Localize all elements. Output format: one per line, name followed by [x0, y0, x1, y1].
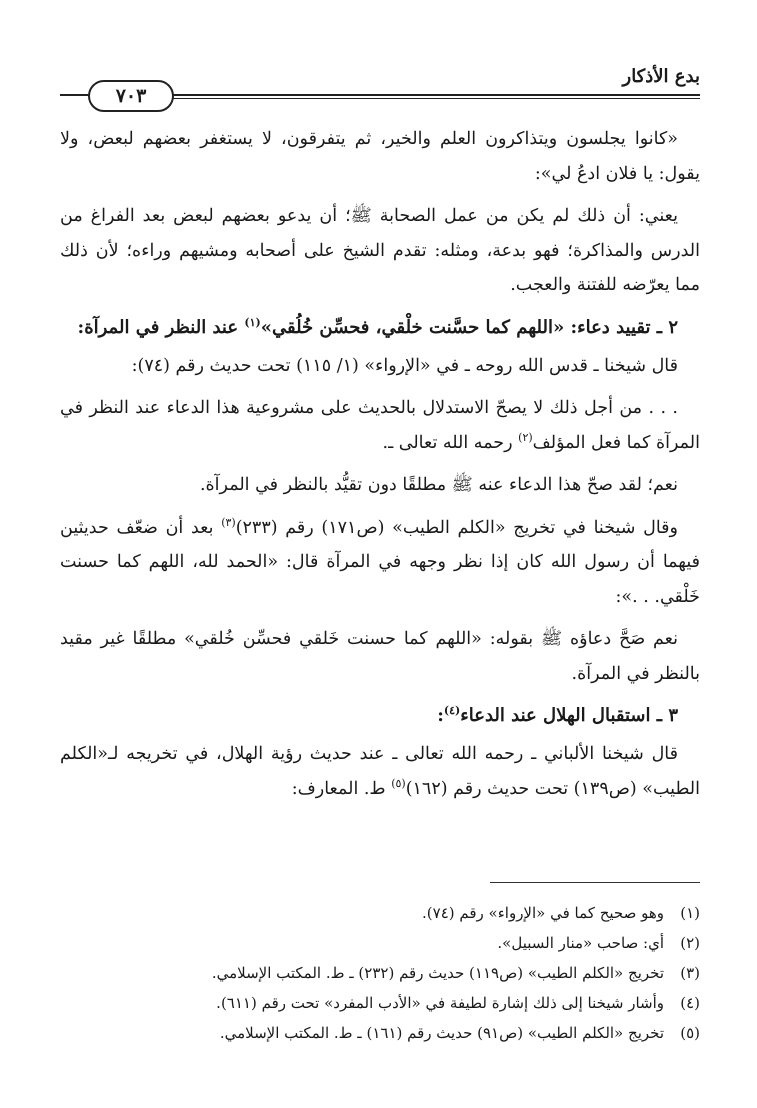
- header-rule-tail: [60, 94, 90, 96]
- footnote-item: [60, 988, 700, 1018]
- paragraph-2: يعني: أن ذلك لم يكن من عمل الصحابة ﷺ؛ أن يدعو بعضهم لبعض بعد الفراغ من الدرس والمذاكرة؛ فهو بدعة، ومثله: تقدم الشيخ على أصحابه ومشيهم وراءه؛ لأن ذلك مما يعرّضه للفتنة والعجب.: [60, 206, 700, 295]
- footnote-text: تخريج «الكلم الطيب» (ص١١٩) حديث رقم (٢٣٢) ـ ط. المكتب الإسلامي.: [211, 964, 664, 982]
- section-heading-3-text: ٣ ـ استقبال الهلال عند الدعاء: [460, 705, 678, 726]
- footnote-number: (٣): [680, 964, 700, 982]
- footnote-ref-2[interactable]: (٢): [518, 430, 533, 444]
- section-heading-3: [60, 699, 700, 733]
- page: [60, 0, 700, 1108]
- footnote-number: (٤): [680, 994, 700, 1012]
- paragraph-6-text: وقال شيخنا في تخريج «الكلم الطيب» (ص١٧١) رقم (٢٣٣): [235, 517, 679, 538]
- footnote-text: وأشار شيخنا إلى ذلك إشارة لطيفة في «الأدب المفرد» تحت رقم (٦١١).: [216, 994, 664, 1012]
- paragraph-7: نعم صَحَّ دعاؤه ﷺ بقوله: «اللهم كما حسنت خَلقي فحسِّن خُلقي» مطلقًا غير مقيد بالنظر في المرآة.: [60, 629, 700, 684]
- footnote-text: أي: صاحب «منار السبيل».: [497, 934, 664, 952]
- footnote-ref-3[interactable]: (٣): [221, 515, 236, 529]
- page-body: [60, 122, 700, 814]
- footnote-number: (٢): [680, 934, 700, 952]
- paragraph-6-tail: بعد أن ضعّف حديثين فيهما أن رسول الله كان إذا نظر وجهه في المرآة قال: «الحمد لله، اللهم كما حسنت خَلْقي. . .»:: [60, 517, 700, 607]
- book-title: بدع الأذكار: [622, 66, 700, 87]
- section-heading-2-text: ٢ ـ تقييد دعاء: «اللهم كما حسَّنت خلْقي، فحسِّن خُلُقي»: [260, 316, 678, 338]
- footnote-item: [60, 1018, 700, 1048]
- footnote-number: (٥): [680, 1024, 700, 1042]
- section-heading-3-tail: :: [437, 705, 444, 726]
- page-header: [60, 66, 700, 106]
- footnote-text: تخريج «الكلم الطيب» (ص٩١) حديث رقم (١٦١) ـ ط. المكتب الإسلامي.: [219, 1024, 664, 1042]
- footnote-item: [60, 928, 700, 958]
- footnote-item: [60, 958, 700, 988]
- paragraph-8-text: قال شيخنا الألباني ـ رحمه الله تعالى ـ عند حديث رؤية الهلال، في تخريجه لـ«الكلم الطيب» (ص١٣٩) تحت حديث رقم (١٦٢): [60, 744, 700, 799]
- header-rule: [170, 94, 700, 96]
- paragraph-4: [60, 391, 700, 460]
- paragraph-8-tail: ط. المعارف:: [291, 778, 392, 799]
- paragraph-8: [60, 737, 700, 806]
- footnote-ref-1[interactable]: (١): [244, 315, 261, 329]
- footnote-text: وهو صحيح كما في «الإرواء» رقم (٧٤).: [422, 904, 664, 922]
- footnote-separator: [490, 882, 700, 883]
- paragraph-6: [60, 511, 700, 615]
- page-number: ٧٠٣: [88, 80, 174, 112]
- paragraph-5: نعم؛ لقد صحّ هذا الدعاء عنه ﷺ مطلقًا دون تقيُّد بالنظر في المرآة.: [199, 475, 678, 495]
- paragraph-4-tail: رحمه الله تعالى ـ.: [382, 432, 519, 453]
- footnote-ref-5[interactable]: (٥): [391, 776, 406, 790]
- page-number-ornament: [60, 80, 700, 107]
- section-heading-2: [60, 311, 700, 345]
- paragraph-4-text: . . . من أجل ذلك لا يصحّ الاستدلال بالحديث على مشروعية هذا الدعاء عند النظر في المرآة كما فعل المؤلف: [60, 398, 700, 453]
- paragraph-1: «كانوا يجلسون ويتذاكرون العلم والخير، ثم يتفرقون، لا يستغفر بعضهم لبعض، ولا يقول: يا فلان ادعُ لي»:: [60, 129, 700, 184]
- section-heading-2-tail: عند النظر في المرآة:: [77, 316, 245, 338]
- footnote-item: [60, 898, 700, 928]
- footnote-number: (١): [680, 904, 700, 922]
- footnotes: [60, 898, 700, 1048]
- paragraph-3: قال شيخنا ـ قدس الله روحه ـ في «الإرواء» (١/ ١١٥) تحت حديث رقم (٧٤):: [131, 355, 678, 376]
- footnote-ref-4[interactable]: (٤): [443, 704, 461, 717]
- header-rule-thin: [170, 98, 700, 99]
